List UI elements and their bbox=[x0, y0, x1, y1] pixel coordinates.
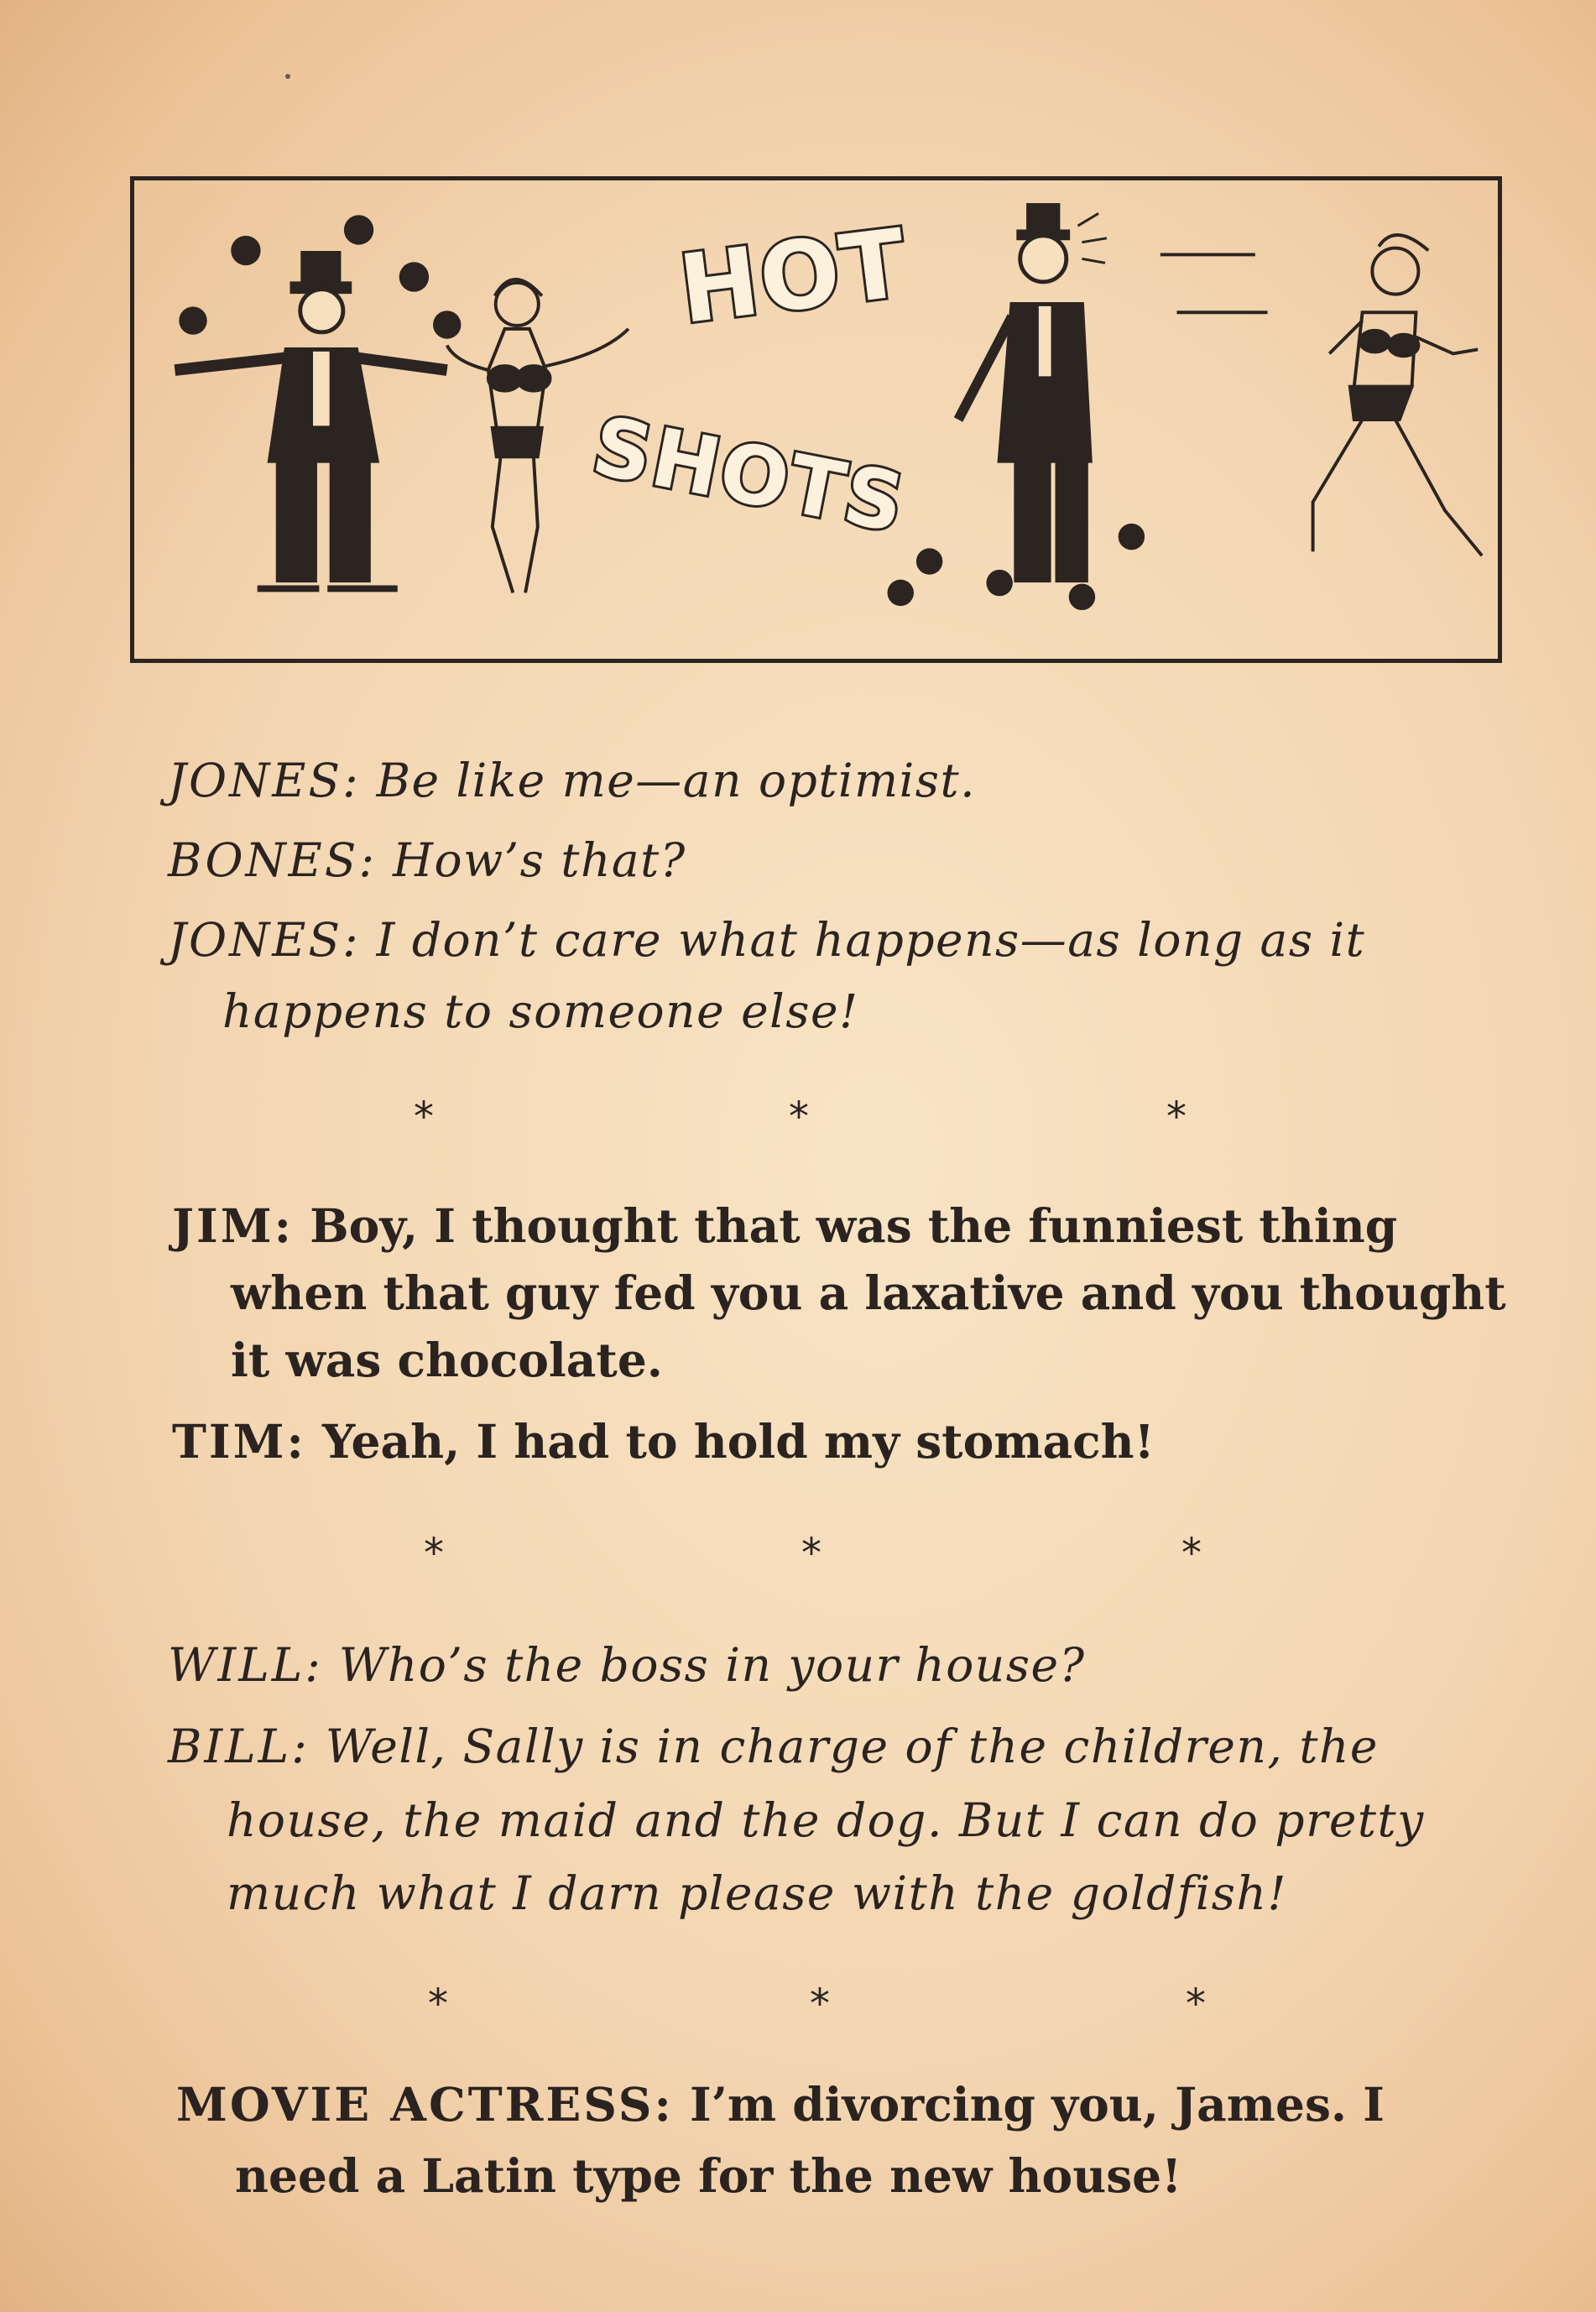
banner-title-shots: SHOTS bbox=[585, 399, 913, 551]
dialogue-line bbox=[168, 833, 686, 887]
dialogue-line bbox=[168, 913, 1366, 967]
dialogue-text: Boy, I thought that was the funniest thing bbox=[310, 1198, 1398, 1253]
dialogue-continuation: it was chocolate. bbox=[231, 1333, 663, 1387]
separator-stars bbox=[0, 1981, 1596, 2031]
paper-speck bbox=[285, 74, 290, 79]
dialogue-line bbox=[168, 1720, 1379, 1773]
separator-star: * bbox=[414, 1093, 434, 1140]
dialogue-text: Who’s the boss in your house? bbox=[338, 1638, 1086, 1692]
dialogue-text: Well, Sally is in charge of the children, the bbox=[325, 1720, 1379, 1773]
dialogue-continuation: house, the maid and the dog. But I can do pretty bbox=[227, 1793, 1425, 1847]
separator-star: * bbox=[1166, 1093, 1187, 1140]
separator-star: * bbox=[789, 1093, 809, 1140]
speaker-name: BONES: bbox=[168, 833, 378, 887]
running-woman-figure-icon bbox=[1313, 235, 1482, 556]
speaker-name: JONES: bbox=[168, 913, 361, 967]
surprised-man-figure-icon bbox=[958, 205, 1107, 580]
dialogue-text: Yeah, I had to hold my stomach! bbox=[322, 1414, 1155, 1469]
dialogue-text: I’m divorcing you, James. I bbox=[690, 2077, 1385, 2132]
dialogue-text: I don’t care what happens—as long as it bbox=[376, 913, 1366, 967]
juggler-figure-icon bbox=[175, 253, 446, 588]
dialogue-continuation: need a Latin type for the new house! bbox=[235, 2148, 1182, 2203]
separator-star: * bbox=[801, 1530, 821, 1577]
separator-star: * bbox=[810, 1981, 830, 2028]
dialogue-text: Be like me—an optimist. bbox=[376, 754, 977, 807]
speaker-name: TIM: bbox=[172, 1414, 306, 1469]
speed-lines-icon bbox=[1160, 254, 1268, 312]
separator-stars bbox=[0, 1530, 1596, 1580]
speaker-name: WILL: bbox=[168, 1638, 323, 1692]
dialogue-line bbox=[168, 754, 977, 807]
separator-stars bbox=[0, 1093, 1596, 1144]
banner-title-hot: HOT bbox=[674, 208, 914, 346]
dialogue-line bbox=[172, 1414, 1155, 1469]
dialogue-continuation: when that guy fed you a laxative and you thought bbox=[231, 1266, 1506, 1320]
speaker-name: JIM: bbox=[172, 1198, 294, 1253]
dialogue-line bbox=[168, 1638, 1086, 1692]
separator-star: * bbox=[428, 1981, 448, 2028]
speaker-name: MOVIE ACTRESS: bbox=[176, 2077, 674, 2132]
separator-star: * bbox=[1186, 1981, 1206, 2028]
dialogue-line bbox=[172, 1198, 1398, 1253]
speaker-name: BILL: bbox=[168, 1720, 310, 1773]
dialogue-text: How’s that? bbox=[393, 833, 686, 887]
hot-shots-banner bbox=[130, 176, 1502, 663]
speaker-name: JONES: bbox=[168, 754, 361, 807]
separator-star: * bbox=[1181, 1530, 1202, 1577]
dialogue-continuation: much what I darn please with the goldfish! bbox=[227, 1866, 1288, 1920]
separator-star: * bbox=[424, 1530, 444, 1577]
dialogue-line bbox=[176, 2077, 1385, 2132]
dialogue-continuation: happens to someone else! bbox=[222, 984, 859, 1038]
